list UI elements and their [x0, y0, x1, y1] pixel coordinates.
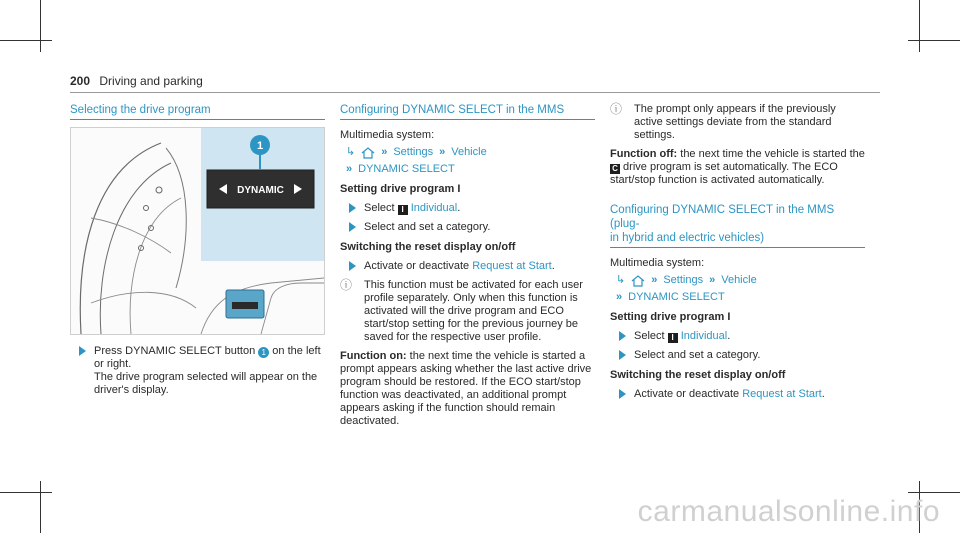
- step-text: on the left or right.: [94, 345, 321, 370]
- step-result-text: The drive program selected will appear on the driver's display.: [94, 371, 318, 396]
- path-dynamic-select-link[interactable]: DYNAMIC SELECT: [358, 163, 455, 175]
- path-separator-icon: »: [346, 163, 353, 175]
- note-text: The prompt only appears if the previously active settings deviate from the standard settings.: [634, 103, 836, 141]
- function-off-label: Function off:: [610, 148, 678, 160]
- individual-program-icon: I: [668, 333, 678, 343]
- crop-mark: [40, 481, 41, 533]
- note-text: This function must be activated for each user profile separately. Only when this function is activated will the drive program and ECO start/stop setting for the previous journey be saved for the respective user profile.: [364, 279, 583, 343]
- path-label: Multimedia system:: [610, 257, 705, 269]
- path-settings-link[interactable]: Settings: [663, 274, 704, 286]
- step-text: Press DYNAMIC SELECT button: [94, 345, 259, 357]
- steering-wheel-figure: [71, 128, 324, 334]
- instruction-step: [340, 202, 595, 215]
- step-text: .: [457, 202, 461, 214]
- step-arrow-icon: [70, 345, 94, 397]
- step-text: Activate or deactivate: [634, 388, 743, 400]
- path-vehicle-link[interactable]: Vehicle: [451, 146, 487, 158]
- step-arrow-icon: [610, 388, 634, 401]
- column-2: [340, 103, 595, 428]
- comfort-program-icon: C: [610, 164, 620, 174]
- step-text: Select and set a category.: [634, 349, 761, 361]
- section-divider: [70, 119, 325, 120]
- step-arrow-icon: [610, 349, 634, 362]
- instruction-step: [340, 221, 595, 234]
- instruction-step: [70, 345, 325, 397]
- info-note: [340, 279, 595, 344]
- section-title-line-1: Configuring DYNAMIC SELECT in the MMS (plug-: [610, 204, 835, 230]
- step-text: Select: [634, 330, 668, 342]
- function-on-text: the next time the vehicle is started a prompt appears asking whether the last active drive program should be restored. If the ECO start/stop function was deactivated, an additional prompt appears asking if the function should remain deactivated.: [340, 350, 592, 427]
- crop-mark: [40, 0, 41, 52]
- function-off-text: drive program is set automatically. The ECO start/stop function is activated automatically.: [610, 161, 838, 186]
- path-separator-icon: »: [616, 291, 623, 303]
- crop-mark: [908, 40, 960, 41]
- watermark: carmanualsonline.info: [637, 495, 940, 528]
- section-title: Configuring DYNAMIC SELECT in the MMS: [340, 104, 565, 116]
- instruction-step: [610, 330, 865, 343]
- step-arrow-icon: [610, 330, 634, 343]
- column-1: [70, 103, 325, 129]
- step-text: Activate or deactivate: [364, 260, 473, 272]
- path-separator-icon: »: [709, 274, 716, 286]
- menu-path: [616, 274, 865, 304]
- step-text: Select: [364, 202, 398, 214]
- instruction-step: [610, 388, 865, 401]
- function-off-text: the next time the vehicle is started the: [677, 148, 865, 160]
- subheading: Setting drive program I: [340, 183, 461, 195]
- menu-path: [346, 146, 595, 176]
- individual-program-icon: I: [398, 205, 408, 215]
- function-off-paragraph: [610, 148, 865, 187]
- info-note: [610, 103, 865, 142]
- crop-mark: [919, 0, 920, 52]
- dashboard-illustration: [70, 127, 325, 335]
- request-at-start-link[interactable]: Request at Start: [472, 260, 552, 272]
- individual-link[interactable]: Individual: [410, 202, 458, 214]
- step-text: .: [727, 330, 731, 342]
- request-at-start-link[interactable]: Request at Start: [742, 388, 822, 400]
- section-title: Selecting the drive program: [70, 104, 211, 116]
- instruction-step: [340, 260, 595, 273]
- figure-display-text: DYNAMIC: [237, 185, 284, 196]
- path-settings-link[interactable]: Settings: [393, 146, 434, 158]
- column-3: [610, 103, 865, 407]
- path-start-icon: ↳: [346, 146, 356, 158]
- info-icon: ⓘ: [340, 278, 353, 292]
- individual-link[interactable]: Individual: [680, 330, 728, 342]
- callout-1-icon: 1: [258, 347, 269, 358]
- chapter-title: Driving and parking: [99, 74, 203, 88]
- step-arrow-icon: [340, 202, 364, 215]
- path-separator-icon: »: [651, 274, 658, 286]
- step-arrow-icon: [340, 221, 364, 234]
- subheading: Switching the reset display on/off: [610, 369, 786, 381]
- crop-mark: [908, 492, 960, 493]
- crop-mark: [0, 40, 52, 41]
- function-on-paragraph: [340, 350, 595, 428]
- path-start-icon: ↳: [616, 274, 626, 286]
- page-number: 200: [70, 74, 91, 88]
- step-arrow-icon: [340, 260, 364, 273]
- section-title-line-2: in hybrid and electric vehicles): [610, 232, 765, 244]
- crop-mark: [0, 492, 52, 493]
- path-label: Multimedia system:: [340, 129, 435, 141]
- header-divider: [70, 92, 880, 93]
- step-text: Select and set a category.: [364, 221, 491, 233]
- path-vehicle-link[interactable]: Vehicle: [721, 274, 757, 286]
- home-icon: [361, 147, 375, 159]
- path-separator-icon: »: [439, 146, 446, 158]
- figure-callout-number: 1: [256, 140, 264, 152]
- function-on-label: Function on:: [340, 350, 407, 362]
- info-icon: ⓘ: [610, 102, 623, 116]
- column-1-step: [70, 345, 325, 403]
- home-icon: [631, 275, 645, 287]
- subheading: Switching the reset display on/off: [340, 241, 516, 253]
- page-header: [70, 74, 203, 88]
- subheading: Setting drive program I: [610, 311, 731, 323]
- instruction-step: [610, 349, 865, 362]
- path-separator-icon: »: [381, 146, 388, 158]
- section-divider: [610, 247, 865, 248]
- step-text: .: [821, 388, 825, 400]
- step-text: .: [551, 260, 555, 272]
- section-divider: [340, 119, 595, 120]
- path-dynamic-select-link[interactable]: DYNAMIC SELECT: [628, 291, 725, 303]
